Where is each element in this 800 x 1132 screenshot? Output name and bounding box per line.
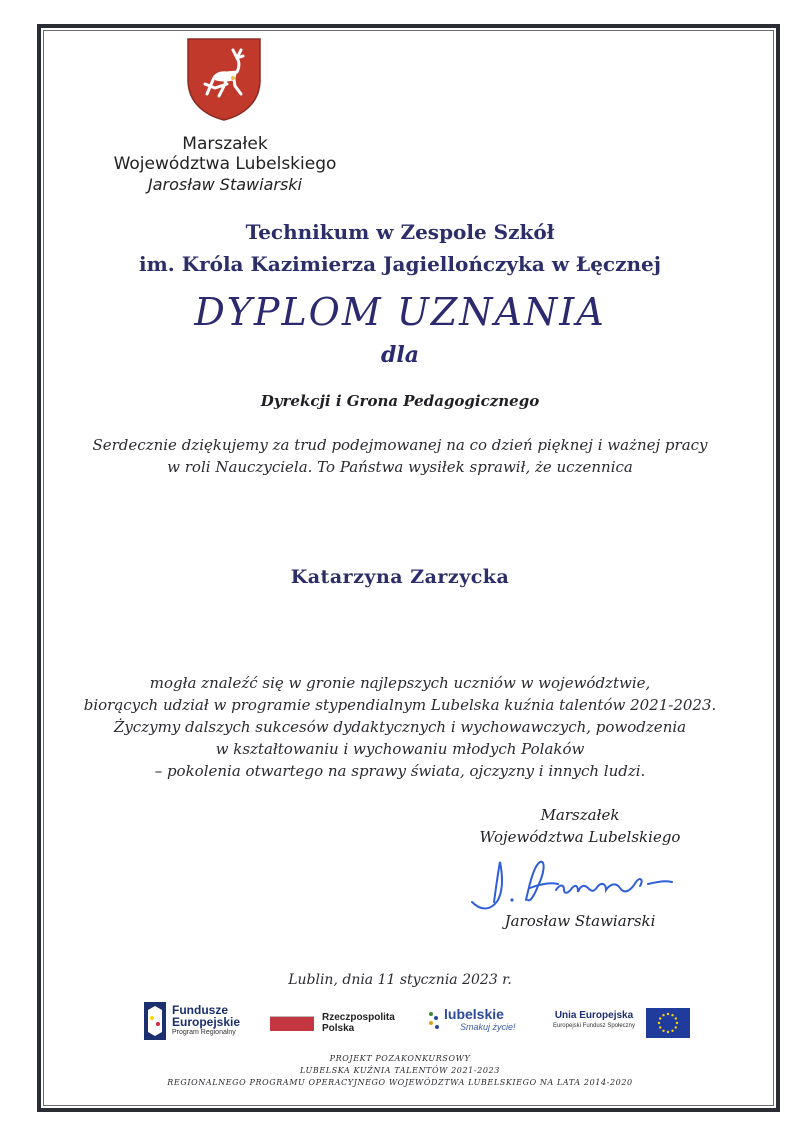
- rp-line-1: Rzeczpospolita: [322, 1012, 395, 1023]
- eu-flag-icon: [646, 1008, 690, 1038]
- footer-line-3: REGIONALNEGO PROGRAMU OPERACYJNEGO WOJEWÓDZTWA LUBELSKIEGO NA LATA 2014-2020: [167, 1078, 633, 1087]
- rp-line-2: Polska: [322, 1023, 355, 1034]
- wishes-line-2: biorących udział w programie stypendialnym Lubelska kuźnia talentów 2021-2023.: [83, 696, 717, 714]
- student-name: Katarzyna Zarzycka: [290, 566, 510, 588]
- lubelskie-slogan: Smakuj życie!: [460, 1022, 516, 1032]
- lubelskie-icon: [426, 1008, 442, 1032]
- footer-line-2: LUBELSKA KUŹNIA TALENTÓW 2021-2023: [300, 1066, 500, 1075]
- ue-subtitle: Europejski Fundusz Społeczny: [552, 1023, 636, 1029]
- ue-text: [544, 1010, 644, 1031]
- lubelskie-title: lubelskie: [444, 1006, 504, 1022]
- footer-line-1: PROJEKT POZAKONKURSOWY: [329, 1054, 471, 1063]
- fundusze-europejskie-icon: [144, 1002, 166, 1040]
- thanks-line-1: Serdecznie dziękujemy za trud podejmowanej na co dzień pięknej i ważnej pracy: [92, 436, 708, 454]
- school-name-line1: Technikum w Zespole Szkół: [245, 220, 555, 244]
- lubelskie-text: [444, 1006, 516, 1032]
- signer-name: Jarosław Stawiarski: [504, 912, 656, 930]
- coat-of-arms-icon: [185, 36, 263, 122]
- rzeczpospolita-polska-logo: [270, 1008, 420, 1038]
- issuer-title: Marszałek: [182, 134, 268, 154]
- funding-logos-bar: [130, 1000, 690, 1044]
- wishes-line-5: – pokolenia otwartego na sprawy świata, ojczyzny i innych ludzi.: [154, 762, 646, 780]
- place-and-date: Lublin, dnia 11 stycznia 2023 r.: [288, 972, 512, 988]
- wishes-line-1: mogła znaleźć się w gronie najlepszych uczniów w województwie,: [149, 674, 651, 692]
- fundusze-europejskie-text: [172, 1004, 264, 1038]
- signer-region: Województwa Lubelskiego: [479, 828, 681, 846]
- issuer-block: [110, 134, 340, 196]
- fe-title: Fundusze Europejskie: [172, 1003, 241, 1029]
- fe-subtitle: Program Regionalny: [172, 1029, 236, 1036]
- diploma-title: DYPLOM UZNANIA: [194, 290, 606, 334]
- wishes-paragraph: [0, 672, 800, 782]
- wishes-line-4: w kształtowaniu i wychowaniu młodych Polaków: [215, 740, 585, 758]
- fundusze-europejskie-logo: [144, 1002, 264, 1042]
- unia-europejska-logo: [544, 1006, 704, 1040]
- recipient-name: Dyrekcji i Grona Pedagogicznego: [260, 392, 540, 410]
- issuer-name: Jarosław Stawiarski: [148, 175, 302, 194]
- wishes-line-3: Życzymy dalszych sukcesów dydaktycznych i wychowawczych, powodzenia: [113, 718, 687, 736]
- diploma-for-label: dla: [381, 342, 419, 368]
- ue-title: Unia Europejska: [554, 1010, 634, 1021]
- issuer-region: Województwa Lubelskiego: [113, 154, 337, 174]
- polish-flag-icon: [270, 1016, 314, 1031]
- rp-text: [322, 1012, 395, 1034]
- thanks-line-2: w roli Nauczyciela. To Państwa wysiłek sprawił, że uczennica: [167, 458, 633, 476]
- signer-title: Marszałek: [540, 806, 620, 824]
- school-name-line2: im. Króla Kazimierza Jagiellończyka w Łęcznej: [139, 252, 661, 276]
- lubelskie-logo: [426, 1004, 526, 1040]
- thanks-paragraph: [0, 434, 800, 478]
